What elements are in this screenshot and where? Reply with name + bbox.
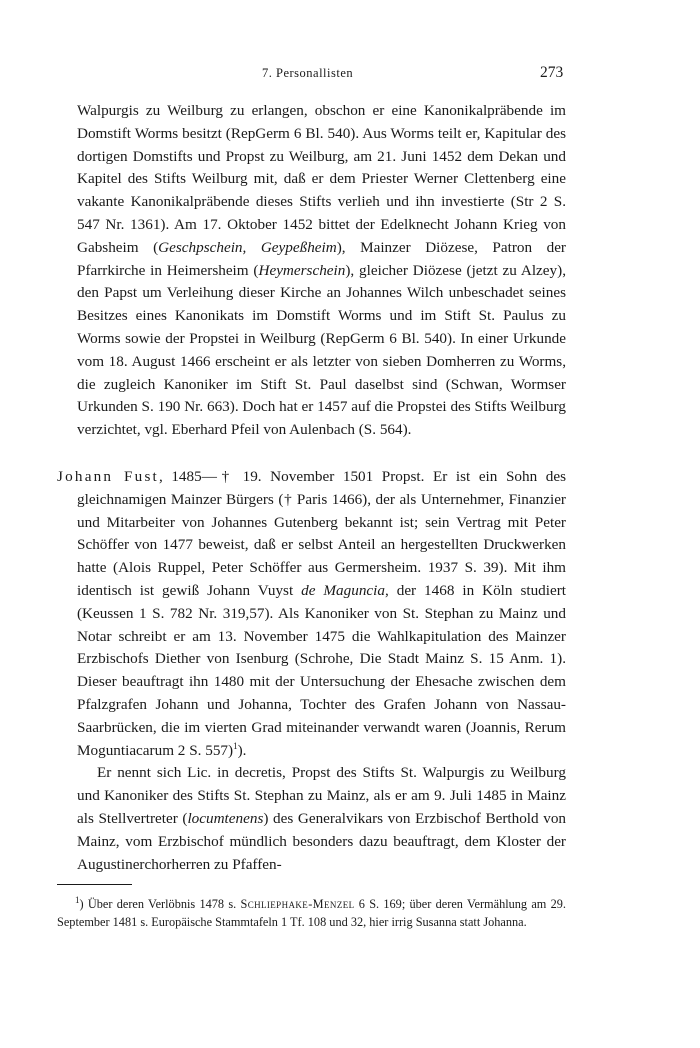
text-run: ), gleicher Diözese (jetzt zu Alzey), den Papst um Verleihung dieser Kirche an Johannes Wilch unbeschadet seines Besitzes eines Kanonikats im Domstift Worms und im Stift St. Paulus zu Worms sowie der Propstei in Weilburg (RepGerm 6 Bl. 540). In einer Urkunde vom 18. August 1466 erscheint er als letzter von sieben Domherren zu Worms, die zugleich Kanoniker im Stift St. Paul daselbst sind (Schwan, Wormser Urkunden S. 190 Nr. 663). Doch hat er 1457 auf die Propstei des Stifts Weilburg verzichtet, vgl. Eberhard Pfeil von Aulenbach (S. 564). [77,261,566,439]
text-run: ) des Generalvikars von Erzbischof Berthold von Mainz, vom Erzbischof mündlich besonders dazu beauftragt, dem Kloster der Augustinerchorherren zu Pfaffen- [77,809,567,873]
running-title: 7. Personallisten [262,66,354,80]
italic-place-name: Geschpschein, Geypeßheim [158,238,337,256]
page-number: 273 [540,64,564,81]
italic-place-name: Heymerschein [258,261,346,279]
page-header [0,64,700,84]
footnote-reference[interactable]: 1 [233,740,238,751]
text-run: Er nennt sich Lic. in decretis, Propst des Stifts St. Walpurgis zu Weilburg und Kanoniker des Stifts St. Stephan zu Mainz, als er am 9. Juli 1485 in Mainz als Stellvertreter ( [77,764,566,827]
italic-phrase: de Maguncia [301,581,385,599]
text-run: ), Mainzer Diözese, Patron der Pfarrkirche in Heimersheim ( [77,238,566,279]
text-run: , 1485—† 19. November 1501 Propst. Er ist ein Sohn des gleichnamigen Mainzer Bürgers († Paris 1466), der als Unternehmer, Finanzier und Mitarbeiter von Johannes Gutenberg bekannt ist; sein Vertrag mit Peter Schöffer von 1477 beweist, daß er selbst Anteil an hergestellten Druckwerken hatte (Alois Ruppel, Peter Schöffer aus Germersheim. 1937 S. 39). Mit ihm identisch ist gewiß Johann Vuyst [77,467,566,599]
text-run: , der 1468 in Köln studiert (Keussen 1 S. 782 Nr. 319,57). Als Kanoniker von St. Stephan zu Mainz und Notar schreibt er am 13. November 1475 die Wahlkapitulation des Mainzer Erzbischofs Diether von Isenburg (Schrohe, Die Stadt Mainz S. 15 Anm. 1). Dieser beauftragt ihn 1480 mit der Untersuchung der Ehesache zwischen dem Pfalzgrafen Johann und Johanna, Tochter des Grafen Johann von Nassau-Saarbrücken, die im vierten Grad miteinander verwandt waren (Joannis, Rerum Moguntiacarum 2 S. 557) [77,581,566,759]
footnote [57,896,566,931]
text-run: Walpurgis zu Weilburg zu erlangen, obschon er eine Kanonikalpräbende im Domstift Worms besitzt (RepGerm 6 Bl. 540). Aus Worms teilt er, Kapitular des dortigen Domstifts und Propst zu Weilburg, am 21. Juni 1452 dem Dekan und Kapitel des Stifts Weilburg mit, daß er dem Priester Werner Clettenberg eine vakante Kanonikalpräbende dieses Stifts verlieh und ihn investierte (Str 2 S. 547 Nr. 1361). Am 17. Oktober 1452 bittet der Edelknecht Johann Krieg von Gabsheim ( [77,102,566,256]
paragraph-second [57,762,566,876]
italic-term: locumtenens [187,809,264,827]
main-text [57,100,566,876]
entry-johann-fust [57,466,566,762]
footnote-marker: 1 [75,894,80,905]
footnote-text [57,896,566,931]
entry-name: Johann Fust [57,467,159,485]
text-run: ) Über deren Verlöbnis 1478 s. [79,897,241,911]
text-run: 6 S. 169; über deren Vermählung am 29. September 1481 s. Europäische Stammtafeln 1 Tf. 108 und 32, hier irrig Susanna statt Johanna. [57,897,567,929]
small-caps-author: Schliephake-Menzel [240,897,355,911]
text-run: ). [237,741,247,759]
paragraph-continuation [57,100,566,442]
footnote-divider [57,884,132,885]
